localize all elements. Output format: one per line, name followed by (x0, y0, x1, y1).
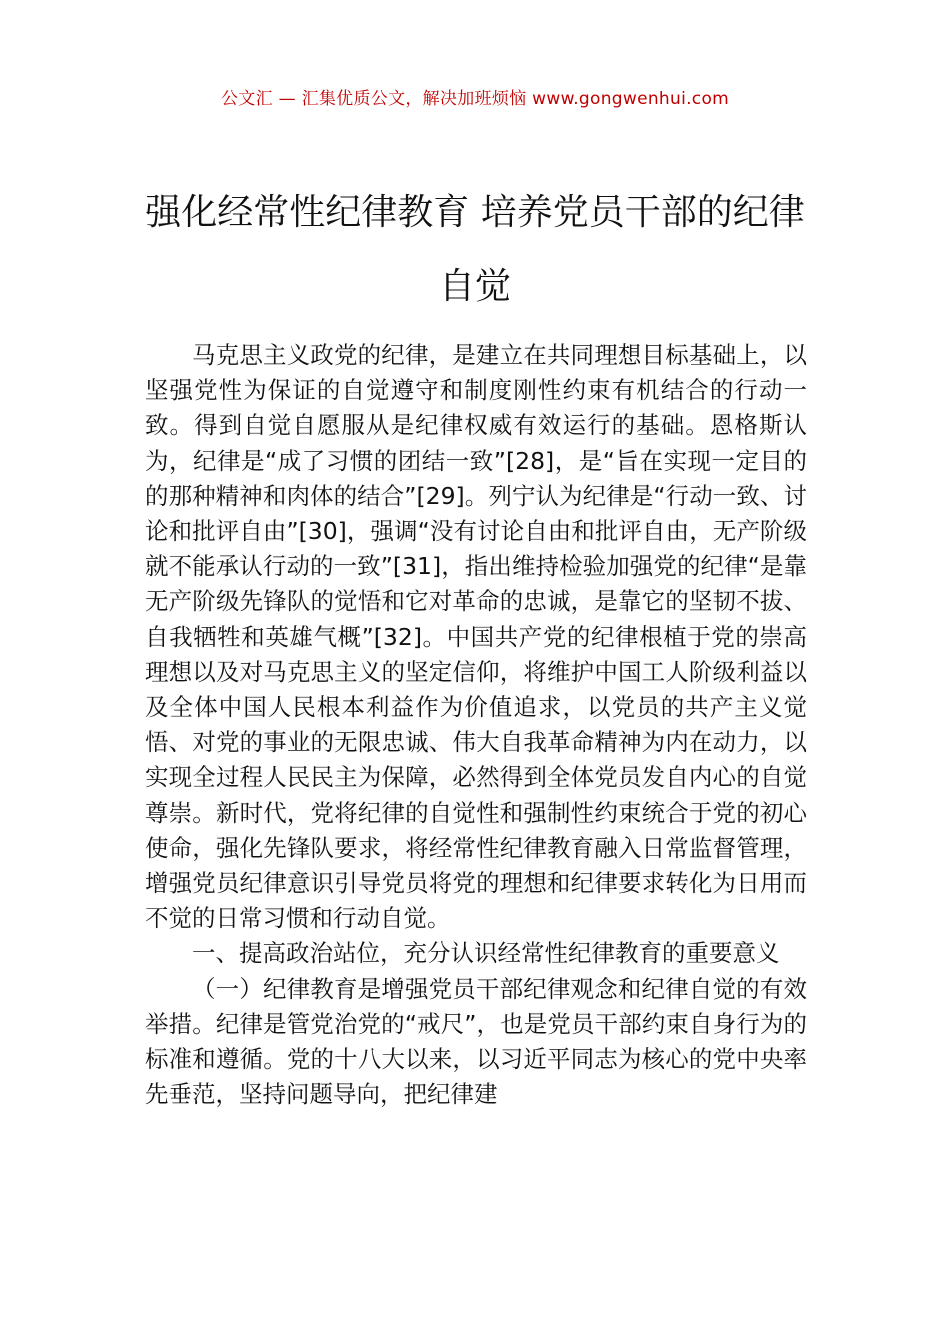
document-title: 强化经常性纪律教育 培养党员干部的纪律自觉 (145, 192, 805, 307)
paragraph-intro: 马克思主义政党的纪律，是建立在共同理想目标基础上，以坚强党性为保证的自觉遵守和制度刚性约束有机结合的行动一致。得到自觉自愿服从是纪律权威有效运行的基础。恩格斯认为，纪律是“成了习惯的团结一致”[28]，是“旨在实现一定目的的那种精神和肉体的结合”[29]。列宁认为纪律是“行动一致、讨论和批评自由”[30]，强调“没有讨论自由和批评自由，无产阶级就不能承认行动的一致”[31]，指出维持检验加强党的纪律“是靠无产阶级先锋队的觉悟和它对革命的忠诚，是靠它的坚韧不拔、自我牺牲和英雄气概”[32]。中国共产党的纪律根植于党的崇高理想以及对马克思主义的坚定信仰，将维护中国工人阶级利益以及全体中国人民根本利益作为价值追求，以党员的共产主义觉悟、对党的事业的无限忠诚、伟大自我革命精神为内在动力，以实现全过程人民民主为保障，必然得到全体党员发自内心的自觉尊崇。新时代，党将纪律的自觉性和强制性约束统合于党的初心使命，强化先锋队要求，将经常性纪律教育融入日常监督管理，增强党员纪律意识引导党员将党的理想和纪律要求转化为日用而不觉的日常习惯和行动自觉。 (145, 341, 807, 933)
document-body (145, 338, 807, 1112)
section-heading-1: 一、提高政治站位，充分认识经常性纪律教育的重要意义 (192, 939, 780, 968)
header-site-line: 公文汇 — 汇集优质公文，解决加班烦恼 www.gongwenhui.com (220, 89, 730, 109)
paragraph-subsection-1: （一）纪律教育是增强党员干部纪律观念和纪律自觉的有效举措。纪律是管党治党的“戒尺”，也是党员干部约束自身行为的标准和遵循。党的十八大以来，以习近平同志为核心的党中央率先垂范，坚持问题导向，把纪律建 (145, 974, 807, 1109)
